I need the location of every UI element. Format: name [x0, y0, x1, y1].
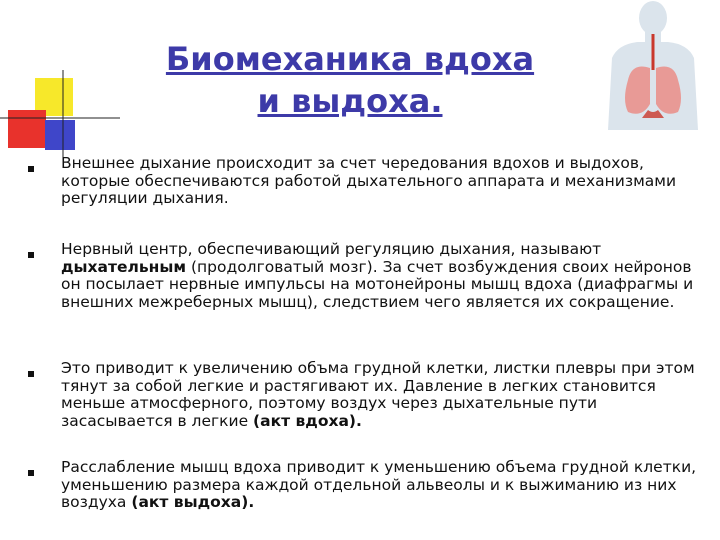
item-text: Внешнее дыхание происходит за счет чередования вдохов и выдохов, которые обеспечиваются работой дыхательного аппарата и механизмами регуляции дыхания.: [61, 154, 677, 207]
page-title: Биомеханика вдоха и выдоха.: [165, 40, 535, 120]
bullet-marker: [28, 166, 34, 172]
item-text: Расслабление мышц вдоха приводит к уменьшению объема грудной клетки, уменьшению размера каждой отдельной альвеолы и к выжиманию из них воздуха (акт выдоха).: [61, 458, 697, 511]
red-square: [8, 110, 46, 148]
item-text: Нервный центр, обеспечивающий регуляцию дыхания, называют дыхательным (продолговатый мозг). За счет возбуждения своих нейронов он посылает нервные импульсы на мотонейроны мышц вдоха (диафрагмы и внешних межреберных мышц), следствием чего является их сокращение.: [61, 240, 694, 311]
item-text: Это приводит к увеличению объма грудной клетки, листки плевры при этом тянут за собой легкие и растягивают их. Давление в легких становится меньше атмосферного, поэтому воздух через дыхательные пути засасывается в легкие (акт вдоха).: [61, 359, 695, 430]
bold-term: дыхательным: [61, 257, 187, 276]
bullet-marker: [28, 470, 34, 476]
bullet-marker: [28, 371, 34, 377]
blue-square: [45, 120, 75, 150]
corner-decoration: [0, 0, 130, 160]
bold-term: (акт выдоха).: [131, 493, 255, 511]
bold-term: (акт вдоха).: [253, 411, 362, 430]
respiratory-system-icon: [598, 0, 708, 130]
bullet-marker: [28, 252, 34, 258]
